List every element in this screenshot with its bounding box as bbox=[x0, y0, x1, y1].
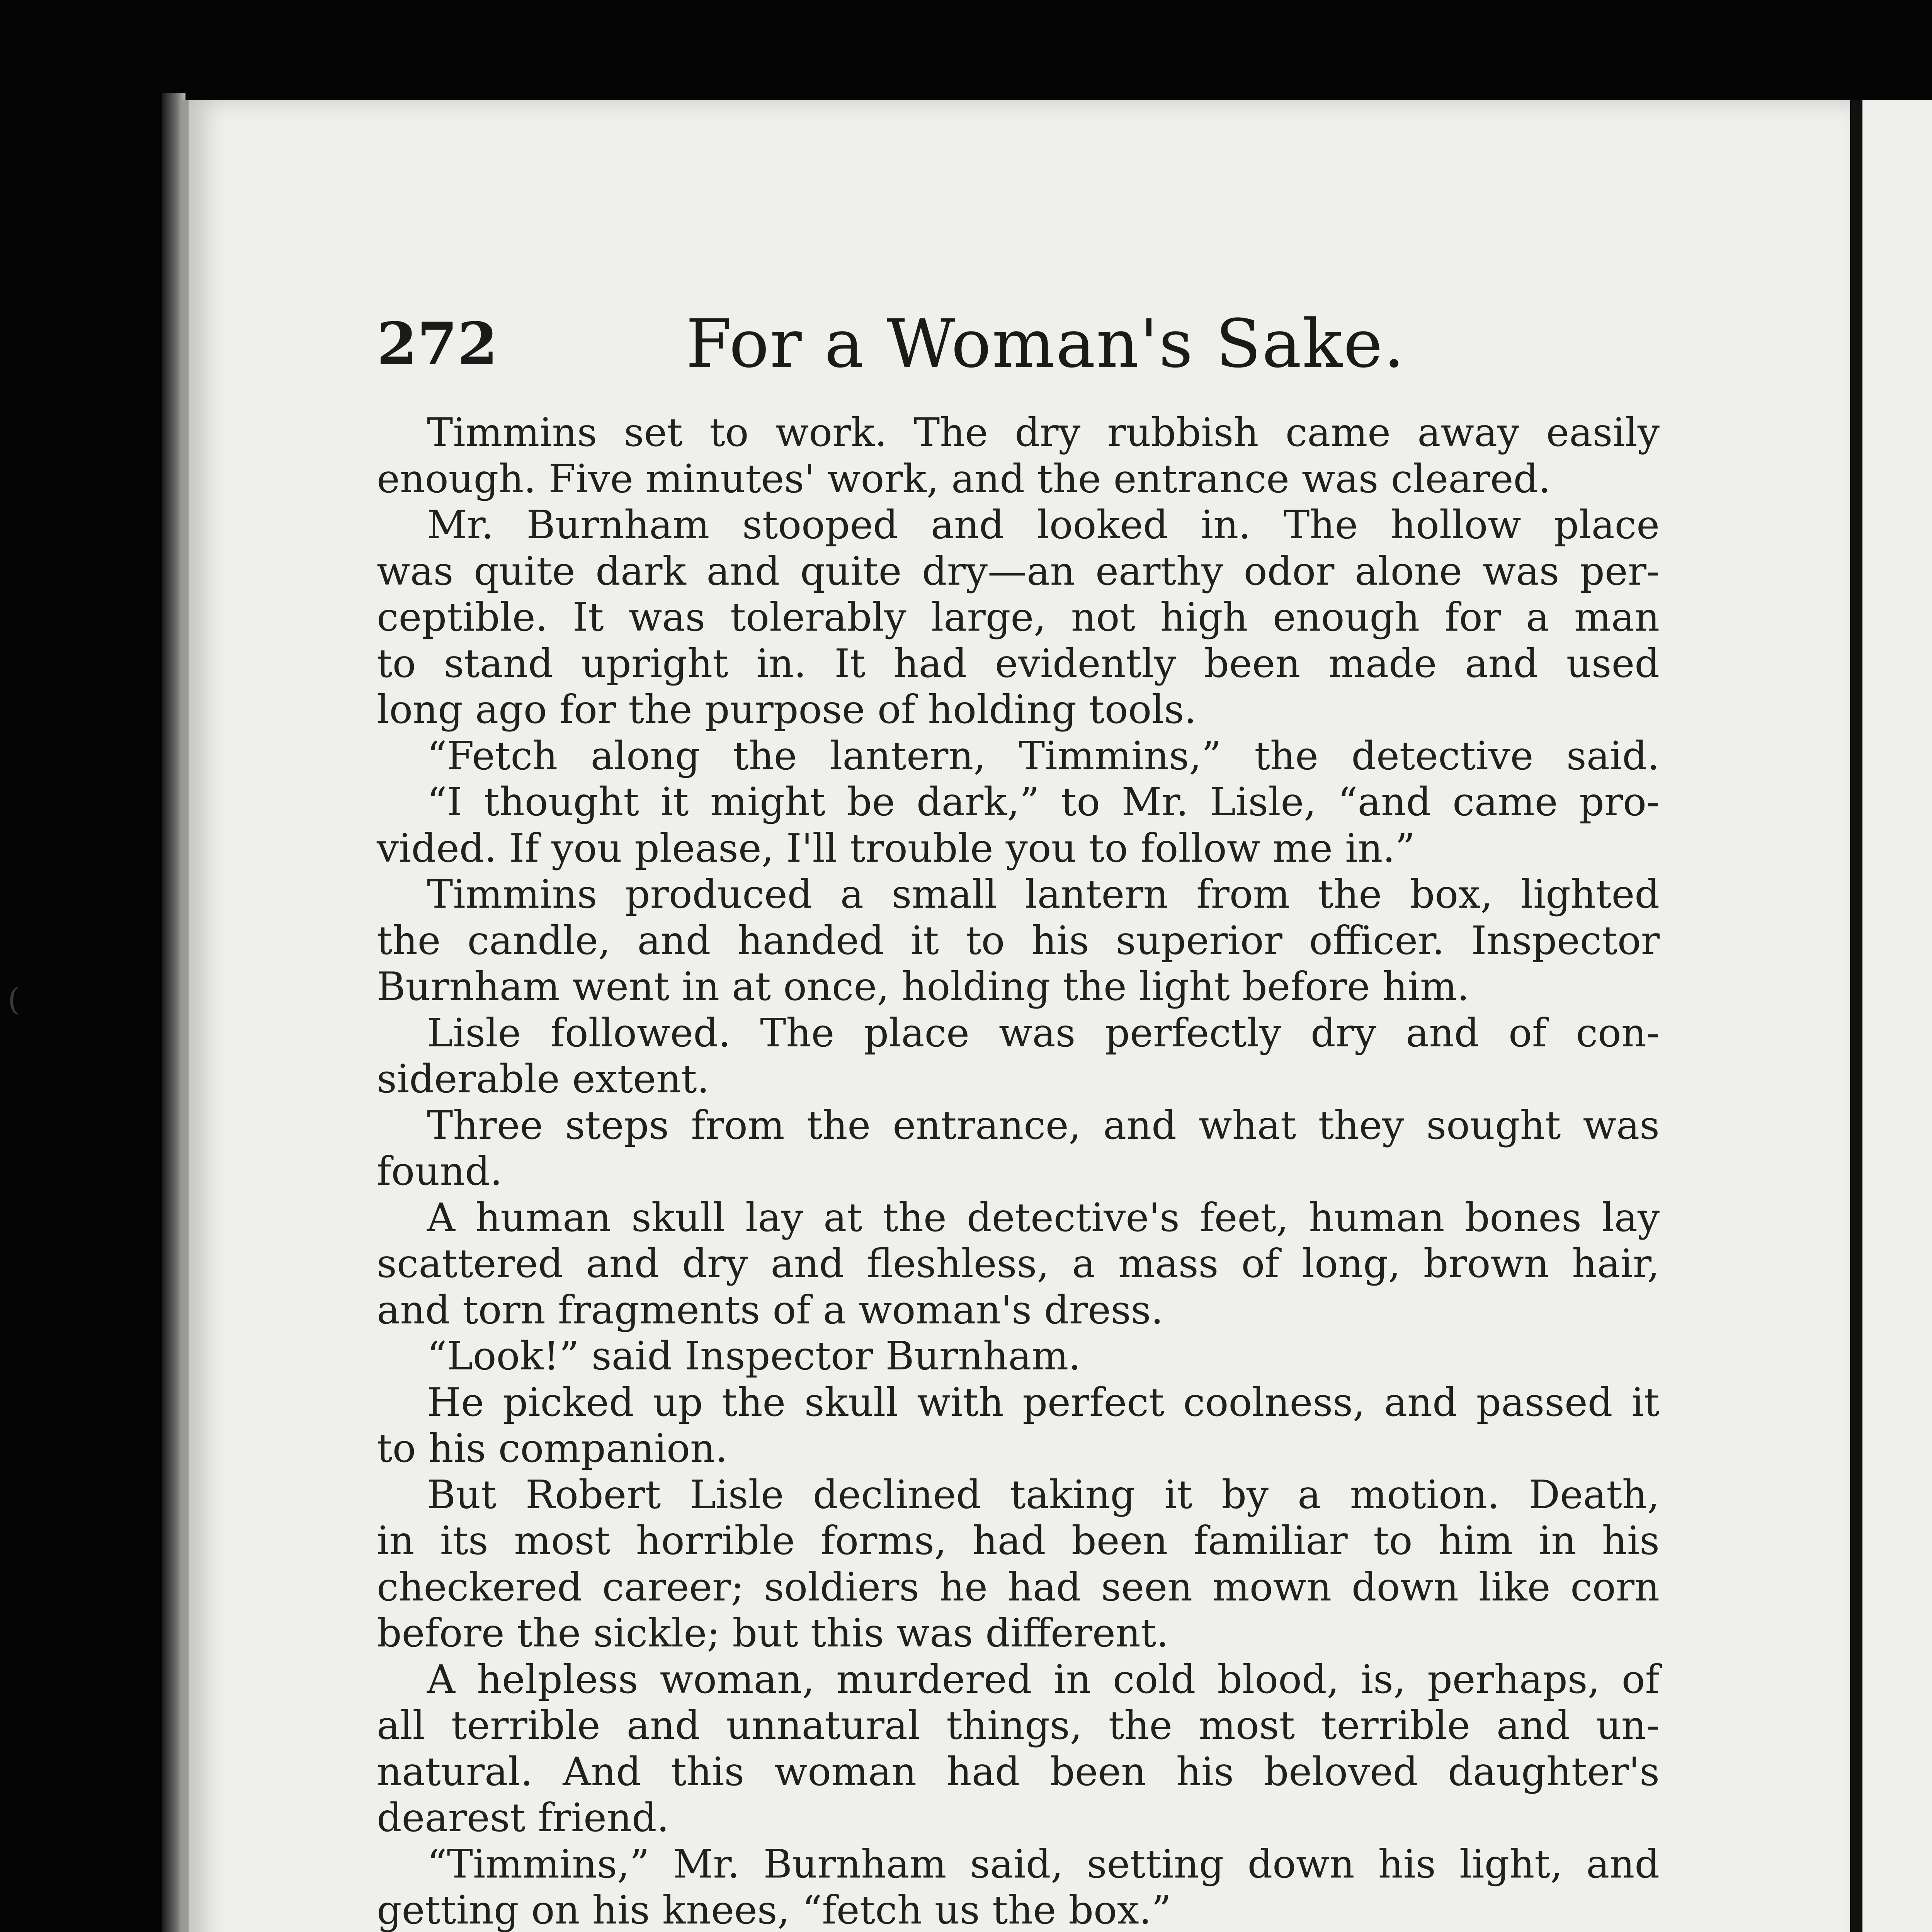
body-text bbox=[377, 410, 1660, 1932]
text-line: long ago for the purpose of holding tools. bbox=[377, 687, 1197, 732]
page-number: 272 bbox=[377, 310, 498, 378]
text-line: A human skull lay at the detective's feet, human bones lay bbox=[427, 1194, 1660, 1240]
book-page-right-edge bbox=[1851, 100, 1932, 1932]
text-line: “I thought it might be dark,” to Mr. Lisle, “and came pro- bbox=[427, 779, 1660, 825]
text-line: “Fetch along the lantern, Timmins,” the detective said. bbox=[427, 733, 1660, 779]
text-line: checkered career; soldiers he had seen mown down like corn bbox=[377, 1564, 1660, 1610]
text-line: enough. Five minutes' work, and the entrance was cleared. bbox=[377, 456, 1551, 502]
page-gutter bbox=[1851, 100, 1862, 1932]
text-line: Mr. Burnham stooped and looked in. The hollow place bbox=[427, 502, 1660, 548]
text-line: all terrible and unnatural things, the most terrible and un- bbox=[377, 1702, 1660, 1748]
page-header bbox=[377, 305, 1663, 383]
text-line: Three steps from the entrance, and what they sought was bbox=[427, 1102, 1660, 1148]
text-line: dearest friend. bbox=[377, 1795, 669, 1840]
text-line: Burnham went in at once, holding the light before him. bbox=[377, 964, 1469, 1009]
text-line: Timmins set to work. The dry rubbish came away easily bbox=[427, 410, 1660, 455]
text-line: found. bbox=[377, 1148, 503, 1194]
text-line: Lisle followed. The place was perfectly dry and of con- bbox=[427, 1010, 1660, 1056]
text-line: to stand upright in. It had evidently been made and used bbox=[377, 640, 1660, 686]
text-line: the candle, and handed it to his superior officer. Inspector bbox=[377, 917, 1660, 963]
text-line: to his companion. bbox=[377, 1425, 728, 1471]
text-line: in its most horrible forms, had been familiar to him in his bbox=[377, 1518, 1660, 1563]
running-title: For a Woman's Sake. bbox=[686, 305, 1405, 383]
text-line: ceptible. It was tolerably large, not high enough for a man bbox=[377, 594, 1660, 640]
text-line: scattered and dry and fleshless, a mass of long, brown hair, bbox=[377, 1241, 1660, 1286]
text-line: But Robert Lisle declined taking it by a motion. Death, bbox=[427, 1471, 1660, 1517]
text-line: “Look!” said Inspector Burnham. bbox=[427, 1333, 1081, 1379]
text-line: before the sickle; but this was different. bbox=[377, 1610, 1169, 1656]
text-line: getting on his knees, “fetch us the box.” bbox=[377, 1887, 1172, 1932]
text-line: and torn fragments of a woman's dress. bbox=[377, 1287, 1163, 1333]
text-line: was quite dark and quite dry—an earthy odor alone was per- bbox=[377, 548, 1660, 594]
text-line: “Timmins,” Mr. Burnham said, setting down his light, and bbox=[427, 1841, 1660, 1887]
text-line: He picked up the skull with perfect coolness, and passed it bbox=[427, 1379, 1660, 1425]
text-line: A helpless woman, murdered in cold blood, is, perhaps, of bbox=[427, 1656, 1660, 1702]
text-line: siderable extent. bbox=[377, 1056, 709, 1102]
text-line: Timmins produced a small lantern from the box, lighted bbox=[427, 871, 1660, 917]
margin-mark: ( bbox=[8, 981, 20, 1017]
text-line: vided. If you please, I'll trouble you to follow me in.” bbox=[377, 825, 1415, 871]
text-line: natural. And this woman had been his beloved daughter's bbox=[377, 1748, 1660, 1794]
